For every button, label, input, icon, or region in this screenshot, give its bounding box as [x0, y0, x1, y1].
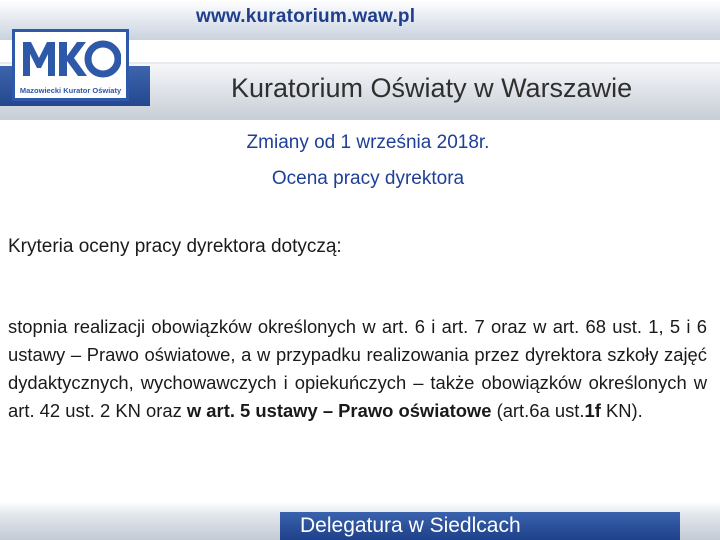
header-title: Kuratorium Oświaty w Warszawie: [231, 73, 633, 103]
criteria-paragraph: [8, 313, 707, 425]
site-url: www.kuratorium.waw.pl: [196, 6, 416, 27]
mko-logo-mark: [21, 36, 121, 82]
criteria-text: stopnia realizacji obowiązków określonych w art. 6 i art. 7 oraz w art. 68 ust. 1, 5 i 6 ustawy – Prawo oświatowe, a w przypadku realizowania przez dyrektora szkoły zajęć dydaktycznych, wychowawczych i opiekuńczych – także obowiązków określonych w art. 42 ust. 2 KN oraz: [8, 316, 707, 421]
criteria-heading: Kryteria oceny pracy dyrektora dotyczą:: [8, 236, 342, 257]
criteria-ref-end: KN).: [600, 400, 643, 421]
criteria-bold-law: w art. 5 ustawy – Prawo oświatowe: [186, 400, 492, 421]
slide-subtitle-topic: Ocena pracy dyrektora: [271, 168, 465, 189]
criteria-bold-clause: 1f: [584, 400, 601, 421]
logo-caption: Mazowiecki Kurator Oświaty: [19, 86, 122, 95]
mko-logo: [12, 29, 129, 101]
header: [0, 0, 720, 120]
footer-label: Delegatura w Siedlcach: [300, 514, 521, 537]
criteria-ref: (art.6a ust.: [491, 400, 585, 421]
slide-subtitle-date: Zmiany od 1 września 2018r.: [246, 132, 490, 153]
